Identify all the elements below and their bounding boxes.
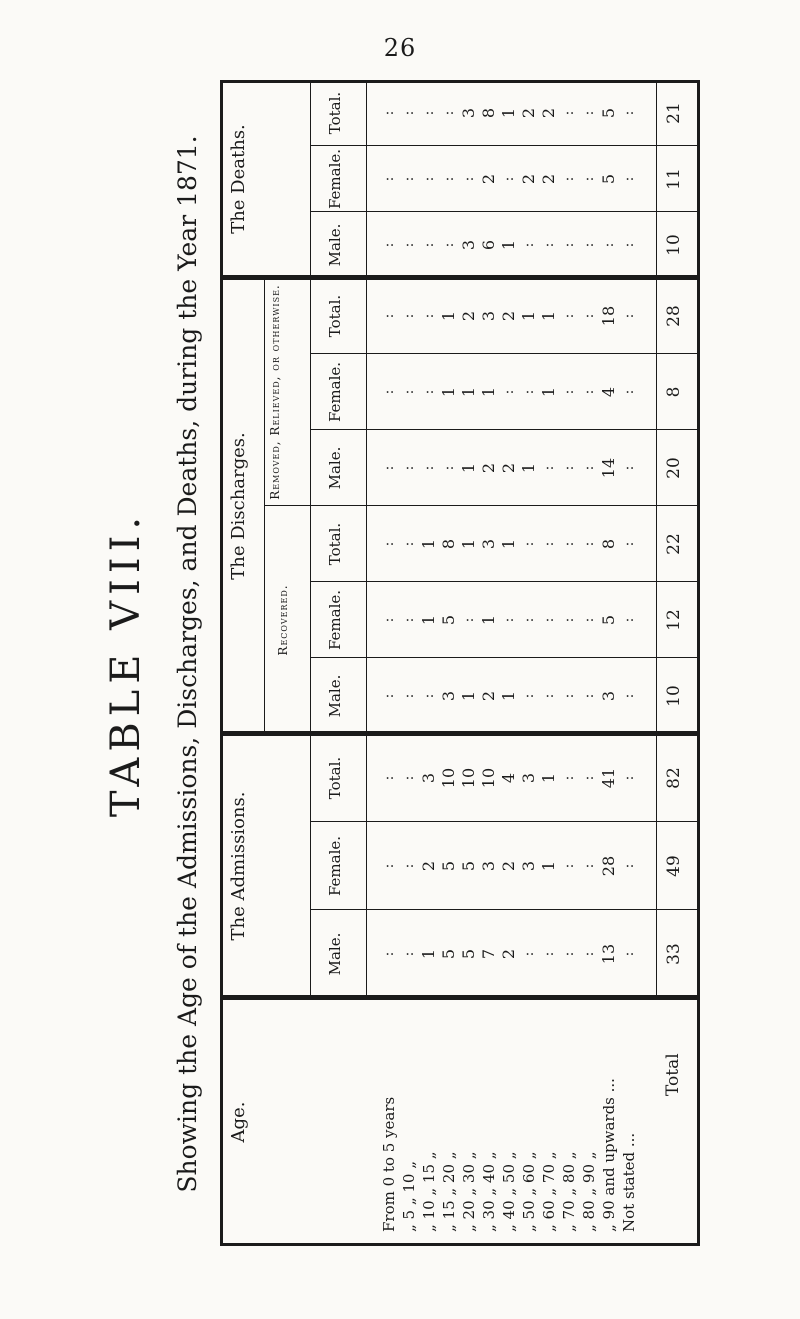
recovered-female-cell: : <box>461 617 477 623</box>
removed-female-cell: : <box>581 389 597 395</box>
admissions-total-cell: 41 <box>599 767 618 789</box>
recovered-total-cell: : <box>581 541 597 547</box>
removed-total-total: 28 <box>664 305 684 327</box>
admissions-male-cell: 7 <box>479 948 498 960</box>
removed-header: Removed, Relieved, or otherwise. <box>268 284 282 500</box>
recovered-male-cell: : <box>401 693 417 699</box>
removed-male-cell: : <box>561 465 577 471</box>
admissions-male-cell: : <box>561 951 577 957</box>
removed-total-cell: 3 <box>479 310 498 322</box>
recovered-total-cell: : <box>381 541 397 547</box>
recovered-col-rule-total <box>310 581 700 582</box>
admissions-total-cell: : <box>401 775 417 781</box>
admissions-male-cell: : <box>401 951 417 957</box>
admissions-total-cell: 3 <box>419 772 438 784</box>
removed-total-cell: 1 <box>539 310 558 322</box>
removed-total-cell: : <box>581 313 597 319</box>
admissions-female-cell: 5 <box>439 860 458 872</box>
age-row-label: „ 30 „ 40 „ <box>480 1151 498 1232</box>
deaths-header: The Deaths. <box>228 124 249 234</box>
recovered-female-cell: : <box>581 617 597 623</box>
deaths-total-cell: : <box>421 110 437 116</box>
removed-male-cell: : <box>581 465 597 471</box>
deaths-male-cell: : <box>621 242 637 248</box>
admissions-female-cell: : <box>561 863 577 869</box>
removed-male-cell: 1 <box>519 462 538 474</box>
admissions-male-cell: : <box>621 951 637 957</box>
admissions-female-cell: : <box>381 863 397 869</box>
deaths-female-cell: : <box>561 176 577 182</box>
removed-male-cell: : <box>401 465 417 471</box>
removed-total-cell: 1 <box>439 310 458 322</box>
admissions-male-header: Male. <box>326 932 344 976</box>
deaths-total-cell: : <box>401 110 417 116</box>
age-row-label: „ 20 „ 30 „ <box>460 1151 478 1232</box>
removed-male-cell: 2 <box>479 462 498 474</box>
removed-female-cell: : <box>621 389 637 395</box>
admissions-female-cell: 2 <box>499 860 518 872</box>
admissions-total-cell: : <box>381 775 397 781</box>
table-rule-right <box>220 80 700 83</box>
removed-female-cell: 1 <box>439 386 458 398</box>
recovered-female-cell: 1 <box>479 614 498 626</box>
deaths-male-cell: : <box>441 242 457 248</box>
removed-female-cell: 1 <box>459 386 478 398</box>
recovered-male-cell: : <box>541 693 557 699</box>
deaths-total-cell: : <box>561 110 577 116</box>
table-rule-bottom <box>697 80 700 1246</box>
admissions-male-cell: 5 <box>439 948 458 960</box>
deaths-col-rule-female <box>310 211 700 212</box>
deaths-female-cell: : <box>381 176 397 182</box>
total-row-rule <box>656 80 657 998</box>
deaths-total-cell: 2 <box>519 107 538 119</box>
admissions-total-cell: 10 <box>439 767 458 789</box>
deaths-male-cell: 3 <box>459 239 478 251</box>
admissions-female-total: 49 <box>664 855 684 877</box>
recovered-male-total: 10 <box>664 685 684 707</box>
page-number: 26 <box>383 34 417 62</box>
admissions-male-cell: 5 <box>459 948 478 960</box>
section-divider-dth <box>220 275 700 280</box>
recovered-female-cell: : <box>501 617 517 623</box>
deaths-male-cell: : <box>561 242 577 248</box>
deaths-male-cell: : <box>521 242 537 248</box>
removed-col-rule-female <box>310 429 700 430</box>
admissions-male-cell: 1 <box>419 948 438 960</box>
deaths-female-header: Female. <box>326 148 344 210</box>
admissions-female-cell: : <box>581 863 597 869</box>
removed-total-cell: 2 <box>459 310 478 322</box>
recovered-total-total: 22 <box>664 533 684 555</box>
recovered-male-cell: : <box>521 693 537 699</box>
deaths-total-cell: 8 <box>479 107 498 119</box>
deaths-female-cell: 5 <box>599 173 618 185</box>
deaths-male-cell: : <box>581 242 597 248</box>
admissions-col-rule-total <box>310 821 700 822</box>
recovered-male-header: Male. <box>326 674 344 718</box>
admissions-female-cell: 3 <box>479 860 498 872</box>
admissions-col-rule-female <box>310 909 700 910</box>
discharges-header: The Discharges. <box>228 432 249 580</box>
admissions-female-cell: 3 <box>519 860 538 872</box>
deaths-female-cell: 2 <box>539 173 558 185</box>
admissions-total-cell: : <box>621 775 637 781</box>
admissions-total-total: 82 <box>664 767 684 789</box>
recovered-male-cell: : <box>581 693 597 699</box>
discharges-sub-rule <box>264 278 265 734</box>
age-row-label: „ 15 „ 20 „ <box>440 1151 458 1232</box>
admissions-male-total: 33 <box>664 943 684 965</box>
removed-male-cell: : <box>381 465 397 471</box>
deaths-female-cell: : <box>401 176 417 182</box>
admissions-male-cell: 2 <box>499 948 518 960</box>
deaths-female-cell: : <box>581 176 597 182</box>
admissions-female-cell: : <box>621 863 637 869</box>
deaths-total-total: 21 <box>664 102 684 124</box>
deaths-total-cell: : <box>381 110 397 116</box>
recovered-male-cell: 3 <box>439 690 458 702</box>
recovered-male-cell: 1 <box>459 690 478 702</box>
recovered-header: Recovered. <box>276 584 290 656</box>
admissions-female-cell: 28 <box>599 855 618 877</box>
recovered-total-cell: : <box>561 541 577 547</box>
admissions-female-header: Female. <box>326 835 344 897</box>
deaths-male-cell: 6 <box>479 239 498 251</box>
removed-male-cell: 1 <box>459 462 478 474</box>
removed-female-cell: : <box>521 389 537 395</box>
recovered-total-cell: 8 <box>439 538 458 550</box>
recovered-female-cell: : <box>381 617 397 623</box>
admissions-total-cell: : <box>561 775 577 781</box>
deaths-male-total: 10 <box>664 234 684 256</box>
removed-total-cell: : <box>381 313 397 319</box>
removed-female-total: 8 <box>664 386 684 398</box>
removed-male-cell: : <box>421 465 437 471</box>
removed-male-cell: : <box>541 465 557 471</box>
admissions-header: The Admissions. <box>228 791 249 941</box>
recovered-female-cell: : <box>541 617 557 623</box>
recovered-male-cell: : <box>421 693 437 699</box>
removed-female-cell: : <box>381 389 397 395</box>
admissions-total-cell: 10 <box>459 767 478 789</box>
removed-female-cell: : <box>501 389 517 395</box>
recovered-female-total: 12 <box>664 609 684 631</box>
table-container <box>220 80 700 1246</box>
admissions-male-cell: : <box>381 951 397 957</box>
removed-total-cell: 1 <box>519 310 538 322</box>
deaths-female-cell: : <box>621 176 637 182</box>
admissions-female-cell: 2 <box>419 860 438 872</box>
recovered-total-cell: : <box>621 541 637 547</box>
deaths-male-cell: : <box>421 242 437 248</box>
admissions-total-cell: 1 <box>539 772 558 784</box>
deaths-female-cell: 2 <box>519 173 538 185</box>
age-row-label: „ 90 and upwards ... <box>600 1078 618 1232</box>
section-divider-dis <box>220 731 700 736</box>
removed-female-header: Female. <box>326 361 344 423</box>
column-body-rule <box>366 80 367 998</box>
recovered-female-cell: 5 <box>599 614 618 626</box>
table-title: TABLE VIII. <box>103 510 149 818</box>
recovered-female-header: Female. <box>326 589 344 651</box>
removed-male-header: Male. <box>326 446 344 490</box>
recovered-male-cell: : <box>561 693 577 699</box>
deaths-female-total: 11 <box>664 168 684 190</box>
deaths-total-header: Total. <box>326 91 344 135</box>
age-row-label: Not stated ... <box>620 1132 638 1232</box>
age-row-label: „ 10 „ 15 „ <box>420 1151 438 1232</box>
recovered-total-cell: : <box>521 541 537 547</box>
removed-total-cell: : <box>401 313 417 319</box>
age-row-label: From 0 to 5 years <box>380 1096 398 1232</box>
recovered-female-cell: : <box>561 617 577 623</box>
recovered-female-cell: 1 <box>419 614 438 626</box>
admissions-male-cell: : <box>521 951 537 957</box>
recovered-total-cell: 1 <box>459 538 478 550</box>
removed-total-header: Total. <box>326 294 344 338</box>
total-row-label: Total <box>663 1053 683 1096</box>
deaths-total-cell: 1 <box>499 107 518 119</box>
recovered-total-cell: 3 <box>479 538 498 550</box>
admissions-female-cell: : <box>401 863 417 869</box>
recovered-female-cell: : <box>621 617 637 623</box>
admissions-male-cell: 13 <box>599 943 618 965</box>
age-row-label: „ 50 „ 60 „ <box>520 1151 538 1232</box>
recovered-female-cell: : <box>401 617 417 623</box>
table-rule-top <box>220 80 223 1246</box>
removed-female-cell: : <box>401 389 417 395</box>
admissions-female-cell: 1 <box>539 860 558 872</box>
deaths-male-cell: 1 <box>499 239 518 251</box>
recovered-male-cell: : <box>381 693 397 699</box>
age-row-label: „ 60 „ 70 „ <box>540 1151 558 1232</box>
recovered-total-cell: 1 <box>499 538 518 550</box>
deaths-col-rule-total <box>310 145 700 146</box>
removed-male-total: 20 <box>664 457 684 479</box>
deaths-total-cell: : <box>581 110 597 116</box>
deaths-male-cell: : <box>541 242 557 248</box>
age-table <box>220 80 700 1246</box>
deaths-male-cell: : <box>401 242 417 248</box>
removed-male-cell: 14 <box>599 457 618 479</box>
removed-total-cell: : <box>561 313 577 319</box>
age-row-label: „ 70 „ 80 „ <box>560 1151 578 1232</box>
removed-male-cell: 2 <box>499 462 518 474</box>
admissions-male-cell: : <box>541 951 557 957</box>
recovered-male-cell: : <box>621 693 637 699</box>
removed-male-cell: : <box>441 465 457 471</box>
removed-total-cell: : <box>421 313 437 319</box>
deaths-female-cell: : <box>501 176 517 182</box>
deaths-male-cell: : <box>381 242 397 248</box>
removed-female-cell: 4 <box>599 386 618 398</box>
recovered-male-cell: 2 <box>479 690 498 702</box>
admissions-total-cell: : <box>581 775 597 781</box>
deaths-female-cell: 2 <box>479 173 498 185</box>
removed-female-cell: : <box>421 389 437 395</box>
recovered-total-cell: 1 <box>419 538 438 550</box>
table-rule-left <box>220 1243 700 1246</box>
age-row-label: „ 5 „ 10 „ <box>400 1160 418 1232</box>
deaths-total-cell: 5 <box>599 107 618 119</box>
deaths-female-cell: : <box>461 176 477 182</box>
recovered-total-header: Total. <box>326 522 344 566</box>
recovered-male-cell: 1 <box>499 690 518 702</box>
deaths-female-cell: : <box>421 176 437 182</box>
deaths-total-cell: : <box>621 110 637 116</box>
recovered-total-cell: : <box>401 541 417 547</box>
admissions-female-cell: 5 <box>459 860 478 872</box>
admissions-total-cell: 4 <box>499 772 518 784</box>
recovered-total-cell: 8 <box>599 538 618 550</box>
recovered-col-rule-female <box>310 657 700 658</box>
admissions-male-cell: : <box>581 951 597 957</box>
recovered-total-cell: : <box>541 541 557 547</box>
admissions-total-cell: 3 <box>519 772 538 784</box>
deaths-total-cell: 3 <box>459 107 478 119</box>
age-header: Age. <box>228 1101 249 1143</box>
removed-total-cell: : <box>621 313 637 319</box>
recovered-female-cell: : <box>521 617 537 623</box>
deaths-total-cell: 2 <box>539 107 558 119</box>
removed-female-cell: 1 <box>539 386 558 398</box>
removed-total-cell: 2 <box>499 310 518 322</box>
removed-female-cell: : <box>561 389 577 395</box>
deaths-female-cell: : <box>441 176 457 182</box>
removed-total-cell: 18 <box>599 305 618 327</box>
admissions-total-header: Total. <box>326 756 344 800</box>
deaths-total-cell: : <box>441 110 457 116</box>
table-subtitle: Showing the Age of the Admissions, Discharges, and Deaths, during the Year 1871. <box>173 135 202 1193</box>
recovered-female-cell: 5 <box>439 614 458 626</box>
admissions-total-cell: 10 <box>479 767 498 789</box>
age-row-label: „ 80 „ 90 „ <box>580 1151 598 1232</box>
removed-male-cell: : <box>621 465 637 471</box>
removed-female-cell: 1 <box>479 386 498 398</box>
removed-col-rule-total <box>310 353 700 354</box>
deaths-male-cell: : <box>601 242 617 248</box>
recovered-male-cell: 3 <box>599 690 618 702</box>
column-header-rule <box>310 80 311 998</box>
section-divider-adm <box>220 995 700 1000</box>
age-row-label: „ 40 „ 50 „ <box>500 1151 518 1232</box>
deaths-male-header: Male. <box>326 223 344 267</box>
